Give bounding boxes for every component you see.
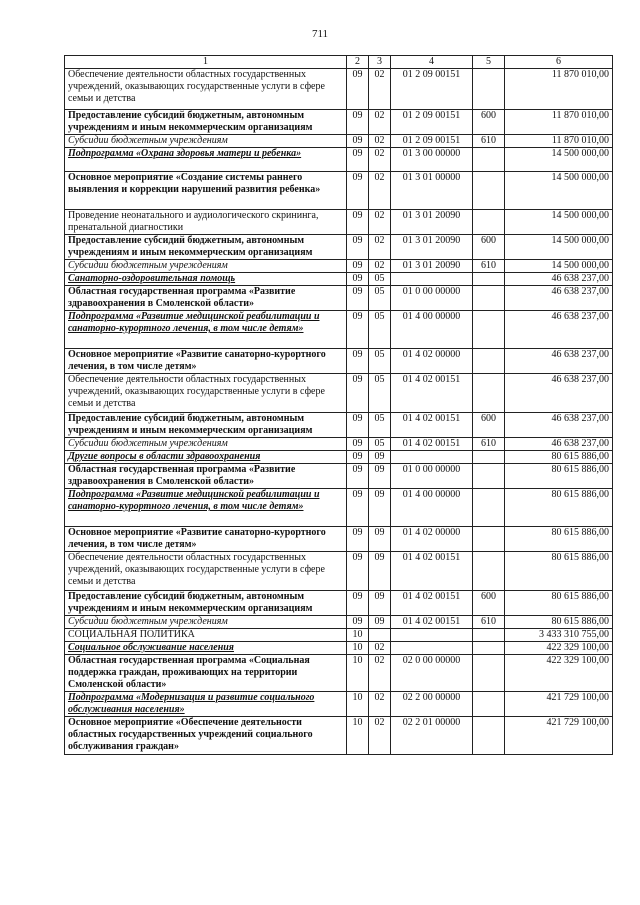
row-expense-type: 600	[473, 413, 505, 438]
row-amount: 422 329 100,00	[505, 642, 613, 655]
row-section: 09	[347, 148, 369, 172]
row-name: Предоставление субсидий бюджетным, автономным учреждениям и иным некоммерческим организациям	[65, 110, 347, 135]
row-expense-type	[473, 172, 505, 210]
row-target-code: 01 3 01 20090	[391, 210, 473, 235]
row-target-code	[391, 642, 473, 655]
row-section: 09	[347, 210, 369, 235]
row-subsection: 05	[369, 438, 391, 451]
row-expense-type: 610	[473, 438, 505, 451]
row-target-code: 01 0 00 00000	[391, 464, 473, 489]
row-amount: 80 615 886,00	[505, 616, 613, 629]
row-expense-type	[473, 464, 505, 489]
row-name: Субсидии бюджетным учреждениям	[65, 616, 347, 629]
row-section: 09	[347, 260, 369, 273]
row-amount: 80 615 886,00	[505, 527, 613, 552]
table-row	[65, 552, 613, 591]
row-target-code: 01 2 09 00151	[391, 110, 473, 135]
row-amount: 14 500 000,00	[505, 235, 613, 260]
row-subsection: 02	[369, 210, 391, 235]
table-row	[65, 148, 613, 172]
row-name: Подпрограмма «Модернизация и развитие социального обслуживания населения»	[65, 692, 347, 717]
row-expense-type	[473, 311, 505, 349]
row-name: Основное мероприятие «Создание системы раннего выявления и коррекции нарушений развития ребенка»	[65, 172, 347, 210]
table-row	[65, 655, 613, 692]
header-col-2: 2	[347, 56, 369, 69]
row-amount: 46 638 237,00	[505, 438, 613, 451]
row-section: 10	[347, 717, 369, 755]
row-expense-type: 610	[473, 616, 505, 629]
row-target-code	[391, 273, 473, 286]
table-row	[65, 616, 613, 629]
row-target-code: 01 4 02 00151	[391, 591, 473, 616]
row-name: Другие вопросы в области здравоохранения	[65, 451, 347, 464]
row-subsection: 09	[369, 527, 391, 552]
row-name: Основное мероприятие «Развитие санаторно-курортного лечения, в том числе детям»	[65, 349, 347, 374]
row-name: Обеспечение деятельности областных государственных учреждений, оказывающих государственные услуги в сфере семьи и детства	[65, 69, 347, 110]
row-name: Основное мероприятие «Обеспечение деятельности областных государственных учреждений социального обслуживания граждан»	[65, 717, 347, 755]
row-expense-type: 600	[473, 591, 505, 616]
table-row	[65, 489, 613, 527]
row-subsection: 02	[369, 260, 391, 273]
header-col-3: 3	[369, 56, 391, 69]
row-subsection: 02	[369, 135, 391, 148]
table-row	[65, 235, 613, 260]
row-name: Обеспечение деятельности областных государственных учреждений, оказывающих государственные услуги в сфере семьи и детства	[65, 552, 347, 591]
row-amount: 80 615 886,00	[505, 451, 613, 464]
row-expense-type	[473, 69, 505, 110]
row-amount: 46 638 237,00	[505, 273, 613, 286]
row-expense-type	[473, 451, 505, 464]
row-expense-type	[473, 527, 505, 552]
row-subsection: 02	[369, 148, 391, 172]
row-name: Основное мероприятие «Развитие санаторно-курортного лечения, в том числе детям»	[65, 527, 347, 552]
row-section: 09	[347, 172, 369, 210]
row-target-code: 01 4 02 00000	[391, 527, 473, 552]
row-target-code: 01 3 01 20090	[391, 260, 473, 273]
table-row	[65, 591, 613, 616]
table-row	[65, 349, 613, 374]
header-col-6: 6	[505, 56, 613, 69]
row-subsection: 02	[369, 692, 391, 717]
row-target-code: 01 2 09 00151	[391, 135, 473, 148]
row-name: Областная государственная программа «Социальная поддержка граждан, проживающих на территории Смоленской области»	[65, 655, 347, 692]
row-name: СОЦИАЛЬНАЯ ПОЛИТИКА	[65, 629, 347, 642]
row-subsection: 09	[369, 552, 391, 591]
row-section: 09	[347, 349, 369, 374]
row-amount: 80 615 886,00	[505, 591, 613, 616]
row-subsection: 09	[369, 616, 391, 629]
row-expense-type	[473, 629, 505, 642]
row-section: 09	[347, 273, 369, 286]
row-target-code: 02 2 00 00000	[391, 692, 473, 717]
row-target-code: 01 4 02 00000	[391, 349, 473, 374]
row-target-code: 01 3 01 00000	[391, 172, 473, 210]
row-subsection: 05	[369, 273, 391, 286]
row-amount: 46 638 237,00	[505, 311, 613, 349]
table-row	[65, 629, 613, 642]
row-subsection: 02	[369, 235, 391, 260]
row-section: 09	[347, 311, 369, 349]
row-expense-type	[473, 210, 505, 235]
row-section: 09	[347, 552, 369, 591]
row-subsection: 09	[369, 464, 391, 489]
row-target-code: 01 3 00 00000	[391, 148, 473, 172]
row-target-code: 01 4 00 00000	[391, 489, 473, 527]
row-section: 09	[347, 451, 369, 464]
row-target-code: 01 4 02 00151	[391, 374, 473, 413]
row-section: 10	[347, 629, 369, 642]
row-expense-type: 600	[473, 110, 505, 135]
row-section: 09	[347, 591, 369, 616]
row-section: 09	[347, 235, 369, 260]
row-name: Областная государственная программа «Развитие здравоохранения в Смоленской области»	[65, 464, 347, 489]
table-row	[65, 413, 613, 438]
row-section: 09	[347, 135, 369, 148]
row-amount: 14 500 000,00	[505, 260, 613, 273]
row-section: 10	[347, 642, 369, 655]
row-section: 09	[347, 374, 369, 413]
row-amount: 11 870 010,00	[505, 69, 613, 110]
row-section: 09	[347, 286, 369, 311]
row-target-code: 02 0 00 00000	[391, 655, 473, 692]
table-row	[65, 451, 613, 464]
row-name: Предоставление субсидий бюджетным, автономным учреждениям и иным некоммерческим организациям	[65, 591, 347, 616]
table-row	[65, 135, 613, 148]
row-name: Обеспечение деятельности областных государственных учреждений, оказывающих государственные услуги в сфере семьи и детства	[65, 374, 347, 413]
row-subsection: 05	[369, 286, 391, 311]
table-row	[65, 69, 613, 110]
row-amount: 46 638 237,00	[505, 374, 613, 413]
row-expense-type	[473, 489, 505, 527]
row-section: 09	[347, 489, 369, 527]
row-section: 09	[347, 413, 369, 438]
row-subsection: 09	[369, 489, 391, 527]
row-expense-type	[473, 642, 505, 655]
row-subsection	[369, 629, 391, 642]
row-amount: 14 500 000,00	[505, 172, 613, 210]
row-subsection: 05	[369, 374, 391, 413]
row-target-code	[391, 451, 473, 464]
row-expense-type: 600	[473, 235, 505, 260]
row-amount: 46 638 237,00	[505, 349, 613, 374]
row-name: Предоставление субсидий бюджетным, автономным учреждениям и иным некоммерческим организациям	[65, 413, 347, 438]
row-section: 09	[347, 527, 369, 552]
table-row	[65, 110, 613, 135]
row-target-code: 01 4 00 00000	[391, 311, 473, 349]
row-name: Подпрограмма «Развитие медицинской реабилитации и санаторно-курортного лечения, в том числе детям»	[65, 311, 347, 349]
row-amount: 3 433 310 755,00	[505, 629, 613, 642]
table-row	[65, 172, 613, 210]
row-name: Субсидии бюджетным учреждениям	[65, 135, 347, 148]
row-subsection: 05	[369, 349, 391, 374]
row-subsection: 09	[369, 451, 391, 464]
header-col-1: 1	[65, 56, 347, 69]
row-amount: 80 615 886,00	[505, 464, 613, 489]
row-subsection: 02	[369, 172, 391, 210]
row-amount: 80 615 886,00	[505, 489, 613, 527]
row-subsection: 02	[369, 110, 391, 135]
row-expense-type	[473, 552, 505, 591]
row-subsection: 02	[369, 655, 391, 692]
row-target-code: 01 2 09 00151	[391, 69, 473, 110]
row-section: 09	[347, 464, 369, 489]
row-subsection: 09	[369, 591, 391, 616]
row-expense-type: 610	[473, 135, 505, 148]
row-subsection: 05	[369, 413, 391, 438]
row-amount: 14 500 000,00	[505, 210, 613, 235]
table-row	[65, 311, 613, 349]
table-row	[65, 374, 613, 413]
row-amount: 46 638 237,00	[505, 286, 613, 311]
row-name: Субсидии бюджетным учреждениям	[65, 260, 347, 273]
row-amount: 11 870 010,00	[505, 135, 613, 148]
row-section: 10	[347, 692, 369, 717]
row-subsection: 05	[369, 311, 391, 349]
row-amount: 422 329 100,00	[505, 655, 613, 692]
row-expense-type	[473, 374, 505, 413]
table-row	[65, 464, 613, 489]
row-subsection: 02	[369, 642, 391, 655]
row-section: 09	[347, 69, 369, 110]
table-row	[65, 438, 613, 451]
row-section: 09	[347, 616, 369, 629]
table-row	[65, 692, 613, 717]
row-expense-type	[473, 286, 505, 311]
row-amount: 11 870 010,00	[505, 110, 613, 135]
table-row	[65, 210, 613, 235]
row-name: Санаторно-оздоровительная помощь	[65, 273, 347, 286]
row-expense-type: 610	[473, 260, 505, 273]
row-amount: 80 615 886,00	[505, 552, 613, 591]
row-expense-type	[473, 349, 505, 374]
row-subsection: 02	[369, 69, 391, 110]
row-amount: 421 729 100,00	[505, 692, 613, 717]
table-row	[65, 527, 613, 552]
row-target-code: 01 4 02 00151	[391, 438, 473, 451]
row-target-code: 01 4 02 00151	[391, 413, 473, 438]
row-name: Областная государственная программа «Развитие здравоохранения в Смоленской области»	[65, 286, 347, 311]
header-col-5: 5	[473, 56, 505, 69]
table-row	[65, 286, 613, 311]
row-target-code: 02 2 01 00000	[391, 717, 473, 755]
row-name: Подпрограмма «Развитие медицинской реабилитации и санаторно-курортного лечения, в том числе детям»	[65, 489, 347, 527]
row-section: 09	[347, 110, 369, 135]
page-number: 711	[311, 28, 329, 40]
row-name: Проведение неонатального и аудиологического скрининга, пренатальной диагностики	[65, 210, 347, 235]
row-target-code: 01 3 01 20090	[391, 235, 473, 260]
row-expense-type	[473, 692, 505, 717]
row-target-code	[391, 629, 473, 642]
row-amount: 14 500 000,00	[505, 148, 613, 172]
row-name: Подпрограмма «Охрана здоровья матери и ребенка»	[65, 148, 347, 172]
table-row	[65, 642, 613, 655]
row-expense-type	[473, 717, 505, 755]
row-expense-type	[473, 148, 505, 172]
row-amount: 421 729 100,00	[505, 717, 613, 755]
budget-table	[64, 55, 613, 755]
row-expense-type	[473, 655, 505, 692]
row-name: Предоставление субсидий бюджетным, автономным учреждениям и иным некоммерческим организациям	[65, 235, 347, 260]
row-name: Социальное обслуживание населения	[65, 642, 347, 655]
table-row	[65, 260, 613, 273]
row-target-code: 01 0 00 00000	[391, 286, 473, 311]
row-name: Субсидии бюджетным учреждениям	[65, 438, 347, 451]
header-col-4: 4	[391, 56, 473, 69]
header-row	[65, 56, 613, 69]
row-target-code: 01 4 02 00151	[391, 616, 473, 629]
row-section: 10	[347, 655, 369, 692]
table-row	[65, 717, 613, 755]
row-amount: 46 638 237,00	[505, 413, 613, 438]
row-section: 09	[347, 438, 369, 451]
row-target-code: 01 4 02 00151	[391, 552, 473, 591]
table-row	[65, 273, 613, 286]
row-subsection: 02	[369, 717, 391, 755]
row-expense-type	[473, 273, 505, 286]
